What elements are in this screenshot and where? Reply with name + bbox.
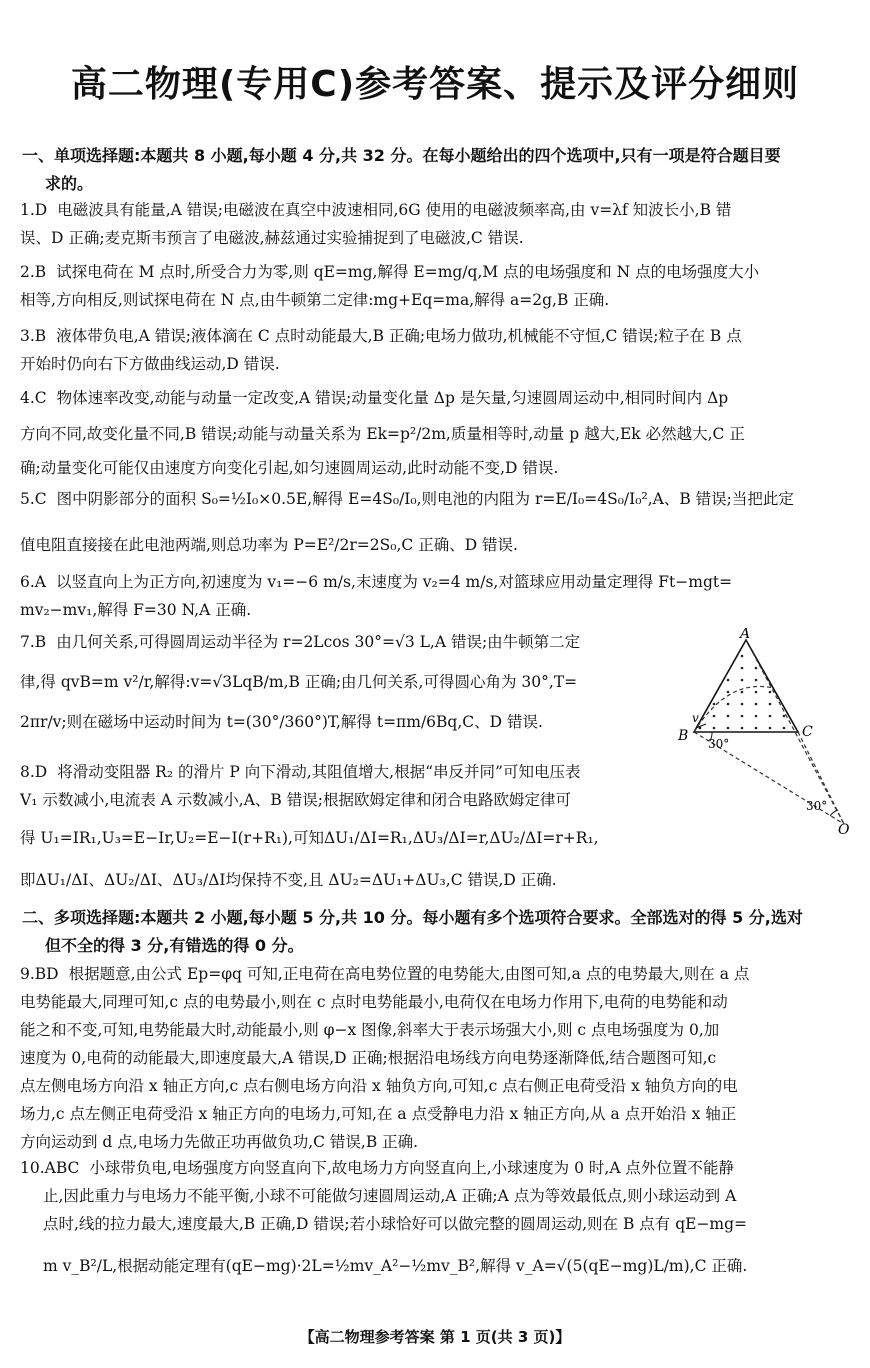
angle-label-o: 30°: [806, 799, 828, 813]
label-a: A: [740, 628, 751, 642]
triangle-trajectory-diagram: [668, 628, 858, 838]
answer-number: 6.A: [20, 573, 46, 591]
answer-number: 10.ABC: [20, 1159, 80, 1177]
answer-q9: 9.BD 根据题意,由公式 Ep=φq 可知,正电荷在高电势位置的电势能大,由图可知,a 点的电势最大,则在 a 点 电势能最大,同理可知,c 点的电势最小,则在 c 点时电势能最小,电荷仅在电场力作用下,电荷的电势能和动 能之和不变,可知,电势能最大时,动能最小,则 φ−x 图像,斜率大于表示场强大小,则 c 点电场强度为 0,加 速度为 0,电荷的动能最大,即速度最大,A 错误,D 正确;根据沿电场线方向电势逐渐降低,结合题图可知,c 点左侧电场方向沿 x 轴正方向,c 点右侧电场方向沿 x 轴负方向,可知,c 点右侧正电荷受沿 x 轴负方向的电 场力,c 点左侧正电荷受沿 x 轴正方向的电场力,可知,在 a 点受静电力沿 x 轴正方向,从 a 点开始沿 x 轴正 方向运动到 d 点,电场力先做正功再做负功,C 错误,B 正确.: [20, 965, 750, 1151]
answer-q4: 4.C 物体速率改变,动能与动量一定改变,A 错误;动量变化量 Δp 是矢量,匀速圆周运动中,相同时间内 Δp 方向不同,故变化量不同,B 错误;动能与动量关系为 Ek=p²/2m,质量相等时,动量 p 越大,Ek 必然越大,C 正 确;动量变化可能仅由速度方向变化引起,如匀速圆周运动,此时动能不变,D 错误.: [20, 389, 745, 477]
answer-q10: 10.ABC 小球带负电,电场强度方向竖直向下,故电场力方向竖直向上,小球速度为 0 时,A 点外位置不能静 止,因此重力与电场力不能平衡,小球不可能做匀速圆周运动,A 正确;A 点为等效最低点,则小球运动到 A 点时,线的拉力最大,速度最大,B 正确,D 错误;若小球恰好可以做完整的圆周运动,则在 B 点有 qE−mg= m v_B²/L,根据动能定理有(qE−mg)·2L=½mv_A²−½mv_B²,解得 v_A=√(5(qE−mg)L/m),C 正确.: [20, 1159, 748, 1275]
answer-q8-continued: 即ΔU₁/ΔI、ΔU₂/ΔI、ΔU₃/ΔI均保持不变,且 ΔU₂=ΔU₁+ΔU₃,C 错误,D 正确.: [20, 871, 557, 889]
page-footer: 【高二物理参考答案 第 1 页(共 3 页)】: [299, 1328, 571, 1346]
answer-number: 7.B: [20, 633, 47, 651]
answer-q6: 6.A 以竖直向上为正方向,初速度为 v₁=−6 m/s,末速度为 v₂=4 m/s,对篮球应用动量定理得 Ft−mgt= mv₂−mv₁,解得 F=30 N,A 正确.: [20, 573, 733, 619]
answer-q2: 2.B 试探电荷在 M 点时,所受合力为零,则 qE=mg,解得 E=mg/q,M 点的电场强度和 N 点的电场强度大小 相等,方向相反,则试探电荷在 N 点,由牛顿第二定律:mg+Eq=ma,解得 a=2g,B 正确.: [20, 263, 760, 309]
answer-number: 8.D: [20, 763, 48, 781]
label-v: v: [692, 711, 699, 725]
answer-q5: 5.C 图中阴影部分的面积 S₀=½I₀×0.5E,解得 E=4S₀/I₀,则电池的内阻为 r=E/I₀=4S₀/I₀²,A、B 错误;当把此定 值电阻直接接在此电池两端,则总功率为 P=E²/2r=2S₀,C 正确、D 错误.: [20, 490, 794, 554]
answer-q8: 8.D 将滑动变阻器 R₂ 的滑片 P 向下滑动,其阻值增大,根据“串反并同”可知电压表 V₁ 示数减小,电流表 A 示数减小,A、B 错误;根据欧姆定律和闭合电路欧姆定律可 得 U₁=IR₁,U₃=E−Ir,U₂=E−I(r+R₁),可知ΔU₁/ΔI=R₁,ΔU₃/ΔI=r,ΔU₂/ΔI=r+R₁,: [20, 763, 599, 847]
answer-q3: 3.B 液体带负电,A 错误;液体滴在 C 点时动能最大,B 正确;电场力做功,机械能不守恒,C 错误;粒子在 B 点 开始时仍向右下方做曲线运动,D 错误.: [20, 327, 742, 373]
answer-q7: 7.B 由几何关系,可得圆周运动半径为 r=2Lcos 30°=√3 L,A 错误;由牛顿第二定 律,得 qvB=m v²/r,解得:v=√3LqB/m,B 正确;由几何关系,可得圆心角为 30°,T= 2πr/v;则在磁场中运动时间为 t=(30°/360°)T,解得 t=πm/6Bq,C、D 错误.: [20, 633, 581, 731]
answer-number: 2.B: [20, 263, 47, 281]
answer-number: 4.C: [20, 389, 47, 407]
label-b: B: [678, 728, 689, 744]
label-o: O: [838, 822, 850, 838]
answer-number: 5.C: [20, 490, 47, 508]
triangle-abc: [694, 640, 798, 732]
answer-number: 1.D: [20, 201, 48, 219]
angle-label-b: 30°: [708, 737, 730, 751]
answer-number: 9.BD: [20, 965, 59, 983]
angle-arc-o: [830, 810, 838, 816]
section-2-heading: 二、多项选择题:本题共 2 小题,每小题 5 分,共 10 分。每小题有多个选项符合要求。全部选对的得 5 分,选对 但不全的得 3 分,有错选的得 0 分。: [22, 908, 803, 955]
label-c: C: [802, 724, 813, 740]
section-1-heading: 一、单项选择题:本题共 8 小题,每小题 4 分,共 32 分。在每小题给出的四个选项中,只有一项是符合题目要 求的。: [22, 146, 781, 193]
answer-q1: 1.D 电磁波具有能量,A 错误;电磁波在真空中波速相同,6G 使用的电磁波频率高,由 v=λf 知波长小,B 错 误、D 正确;麦克斯韦预言了电磁波,赫兹通过实验捕捉到了电磁波,C 错误.: [20, 201, 732, 247]
page-title: 高二物理(专用C)参考答案、提示及评分细则: [70, 64, 800, 105]
answer-number: 3.B: [20, 327, 47, 345]
